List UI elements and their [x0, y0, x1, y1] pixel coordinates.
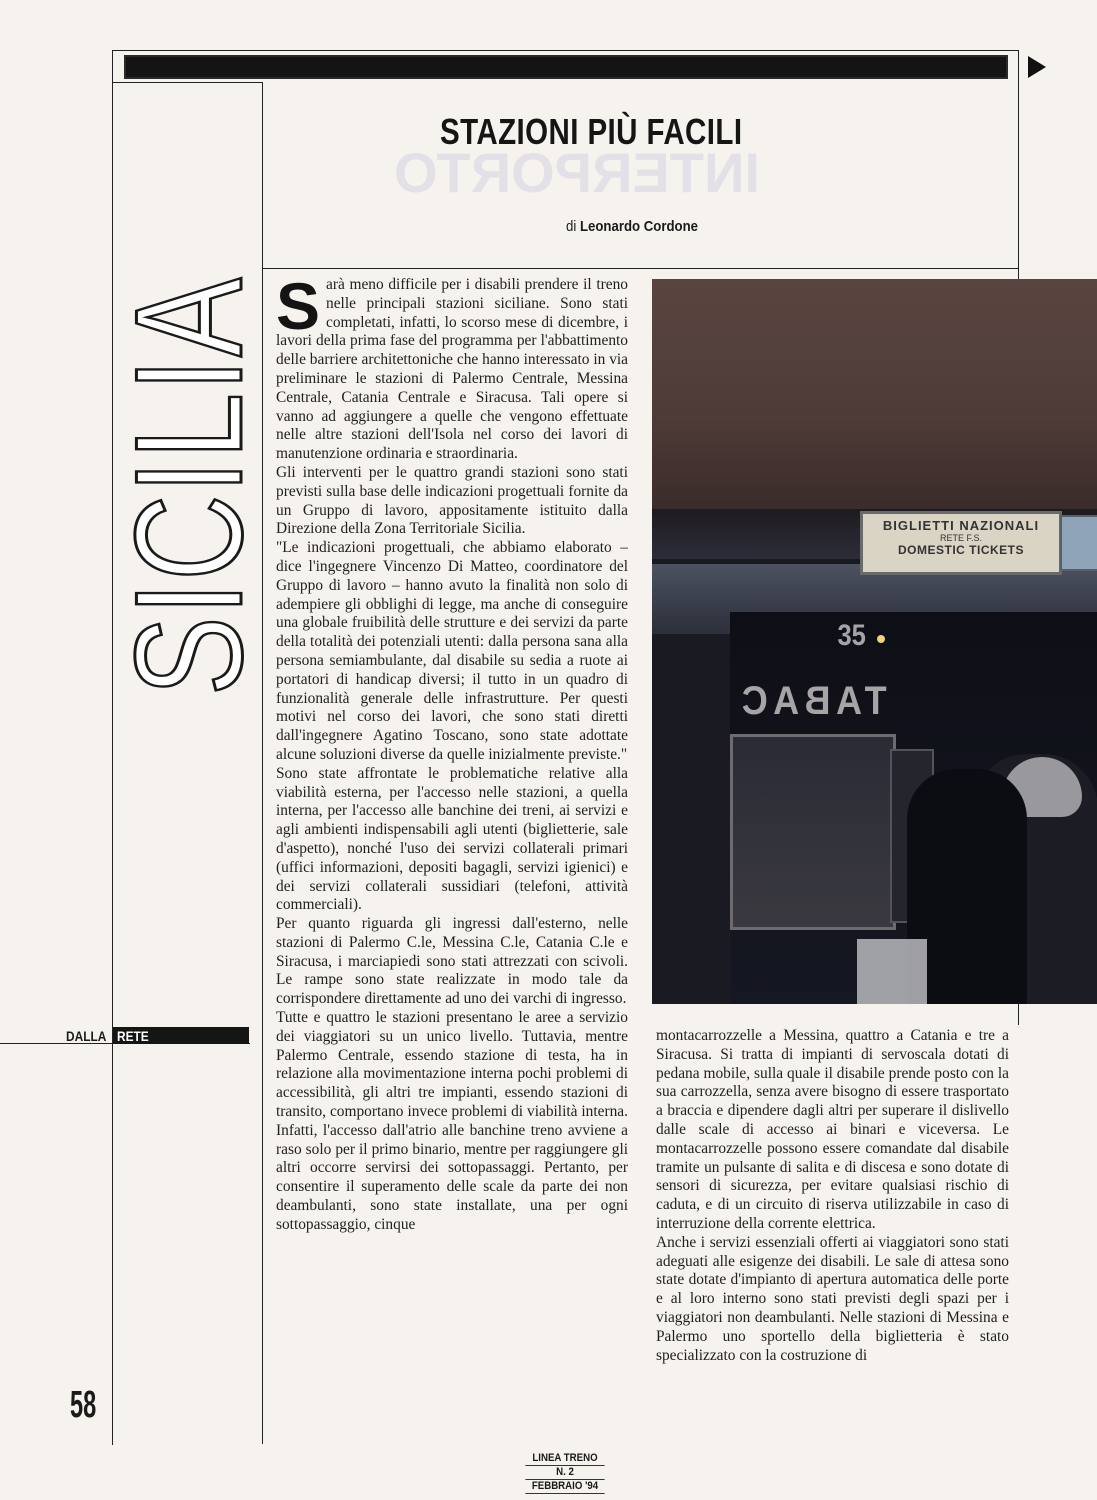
footer-line-1: LINEA TRENO	[525, 1452, 604, 1466]
side-sign	[1060, 515, 1097, 571]
rubric-right: RETE	[117, 1028, 149, 1044]
section-vertical-word	[104, 268, 274, 704]
article-title: STAZIONI PIÙ FACILI	[440, 111, 743, 152]
paragraph: montacarrozzelle a Messina, quattro a Catania e tre a Siracusa. Si tratta di impianti di servoscala dotati di pedana mobile, sulla quale il disabile prende posto con la sua carrozzella, senza avere bisogno di essere trasportato a braccia e dipendere dagli altri per superare il dislivello dalle scale di accesso ai binari e viceversa. Le montacarrozzelle possono essere comandate dal disabile tramite un pulsante di salita e di discesa e sono dotate di sensori di sicurezza, per evitare qualsiasi rischio di caduta, e di un circuito di riserva utilizzabile in caso di interruzione della corrente elettrica.	[656, 1027, 1009, 1232]
frame-top-line	[112, 50, 1019, 51]
ticket-sign	[860, 511, 1062, 575]
sidebar-divider-line	[112, 82, 262, 83]
sign-line-2: RETE F.S.	[939, 533, 982, 543]
frame-left-line	[112, 50, 113, 1445]
section-word: SICILIA	[104, 276, 274, 696]
booth-window	[730, 734, 896, 930]
paragraph: "Le indicazioni progettuali, che abbiamo elaborato – dice l'ingegnere Vincenzo Di Matteo, coordinatore del Gruppo di lavoro – hanno avuto la finalità non solo di adempiere gli obblighi di legge, ma anche di conseguire una globale fruibilità delle strutture e dei servizi da parte della totalità dei potenziali utenti: dalla persona sana alla persona semiambulante, dal disabile su sedia a ruote ai portatori di handicap diversi; il tutto in un quadro di funzionalità generale delle infrastrutture. Per questi motivi nel corso dei lavori, che sono stati diretti dall'ingegnere Agatino Toscano, sono state adottate alcune soluzioni diverse da quelle inizialmente previste."	[276, 539, 628, 763]
window-number: 35	[837, 619, 866, 652]
page-number: 58	[70, 1384, 97, 1426]
drop-cap: S	[276, 269, 321, 343]
footer-line-3: FEBBRAIO '94	[525, 1480, 604, 1494]
sign-line-1: BIGLIETTI NAZIONALI	[882, 518, 1040, 533]
rubric-right-box	[113, 1027, 249, 1044]
person-shirt	[857, 939, 927, 1004]
paragraph: Sono state affrontate le problematiche relative alla viabilità esterna, per l'accesso nelle stazioni, a quella interna, per l'accesso alle banchine dei treni, ai servizi e agli ambienti indispensabili agli utenti (biglietterie, sale d'aspetto), nonché l'uso dei servizi collaterali primari (uffici informazioni, depositi bagagli, servizi igienici) e dei servizi collaterali sussidiari (telefoni, attività commerciali).	[276, 764, 628, 914]
rubric-left: DALLA	[66, 1028, 107, 1044]
paragraph	[276, 269, 628, 464]
next-arrow-icon	[1028, 56, 1046, 78]
paragraph: Per quanto riguarda gli ingressi dall'esterno, nelle stazioni di Palermo C.le, Messina C.le, Catania C.le e Siracusa, i marciapiedi sono stati attrezzati con scivoli. Le rampe sono state realizzate in modo tale da corrispondere direttamente ad uno dei varchi di ingresso.	[276, 915, 628, 1008]
sign-line-3: DOMESTIC TICKETS	[897, 543, 1024, 557]
paragraph: Anche i servizi essenziali offerti ai viaggiatori sono stati adeguati alle esigenze dei disabili. Le sale di attesa sono state dotate d'impianto di apertura automatica delle porte e al loro interno sono stati previsti degli spazi per i viaggiatori non deambulanti. Nelle stazioni di Messina e Palermo uno sportello della biglietteria è stato specializzato con la costruzione di	[656, 1233, 1009, 1364]
paragraph: Tutte e quattro le stazioni presentano le aree a servizio dei viaggiatori su un unico livello. Tuttavia, mentre Palermo Centrale, essendo stazione di testa, ha in relazione alla movimentazione interna pochi problemi di accessibilità, gli altri tre impianti, essendo stazioni di transito, comportano invece problemi di viabilità interna. Infatti, l'accesso dall'atrio alle banchine treno avviene a raso solo per il primo binario, mentre per raggiungere gli altri occorre servirsi dei sottopassaggi. Pertanto, per consentire il superamento delle scale da parte dei non deambulanti, sono state installate, una per ogni sottopassaggio, cinque	[276, 1009, 628, 1233]
section-rubric	[0, 1027, 250, 1047]
byline-author: Leonardo Cordone	[579, 218, 699, 235]
article-column-2	[656, 1027, 1009, 1365]
footer-masthead	[525, 1452, 604, 1494]
station-photo	[652, 279, 1097, 1004]
footer-line-2: N. 2	[525, 1466, 604, 1480]
photo-wall	[652, 279, 1097, 509]
header-divider-line	[262, 268, 1019, 269]
shop-sign: TABAC	[736, 679, 887, 723]
show-through-title: INTERPORTO	[393, 141, 760, 204]
lamp-dot	[877, 635, 885, 643]
paragraph-text: arà meno difficile per i disabili prendere il treno nelle principali stazioni siciliane. Sono stati completati, infatti, lo scorso mese di dicembre, i lavori della prima fase del programma per l'abbattimento delle barriere architettoniche che hanno interessato in via preliminare le stazioni di Palermo Centrale, Messina Centrale, Catania Centrale e Siracusa. Tali opere si vanno ad aggiungere a quelle che vengono effettuate nelle altre stazioni dell'Isola nel corso dei lavori di manutenzione ordinaria e straordinaria.	[276, 276, 628, 463]
byline	[566, 218, 698, 235]
paragraph: Gli interventi per le quattro grandi stazioni sono stati previsti sulla base delle indicazioni progettuali fornite da un Gruppo di lavoro, appositamente istituito dalla Direzione della Zona Territoriale Sicilia.	[276, 463, 628, 538]
header-bar	[124, 55, 1008, 79]
byline-prefix: di	[566, 218, 577, 235]
article-column-1	[276, 269, 628, 1235]
